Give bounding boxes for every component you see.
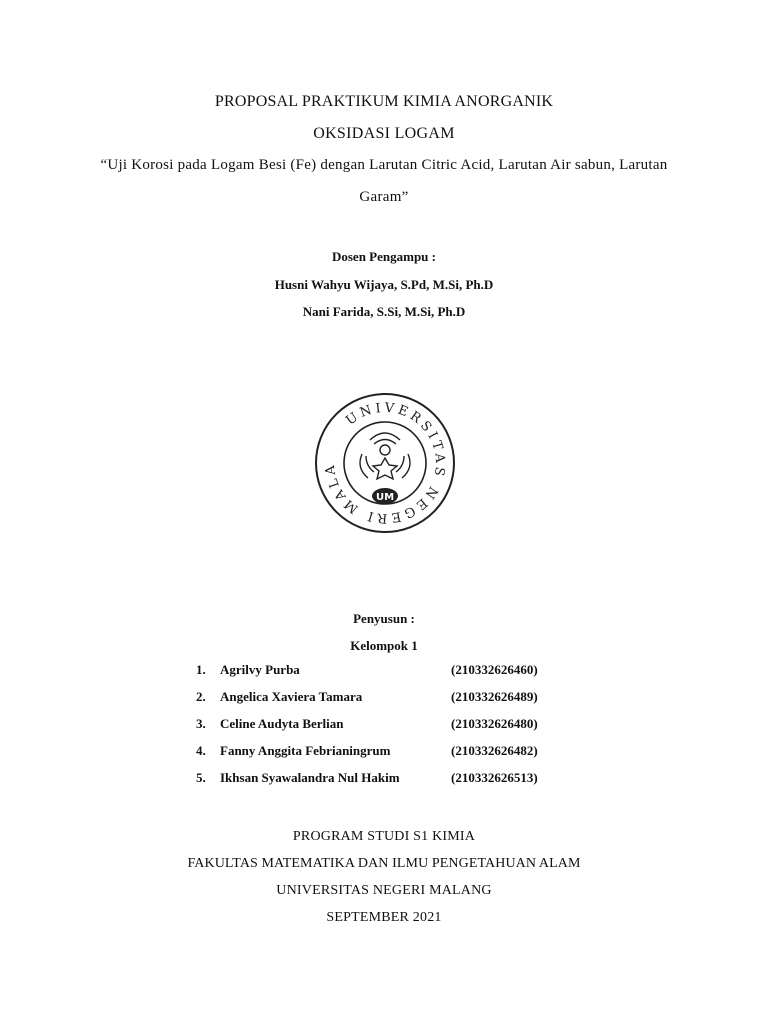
member-name: Fanny Anggita Febrianingrum — [220, 743, 391, 758]
member-id: (210332626482) — [451, 743, 538, 758]
list-item — [196, 689, 576, 709]
university-name: UNIVERSITAS NEGERI MALANG — [276, 883, 492, 898]
proposal-subtitle-line-1: “Uji Korosi pada Logam Besi (Fe) dengan Larutan Citric Acid, Larutan Air sabun, Larutan — [100, 157, 668, 173]
seal-monogram: UM — [375, 492, 395, 503]
member-number: 5. — [196, 770, 206, 785]
list-item — [196, 770, 576, 790]
list-item — [196, 716, 576, 736]
member-id: (210332626480) — [451, 716, 538, 731]
member-number: 2. — [196, 689, 206, 704]
member-number: 1. — [196, 662, 206, 677]
member-id: (210332626513) — [451, 770, 538, 785]
group-name: Kelompok 1 — [350, 638, 418, 653]
lecturer-name-1: Husni Wahyu Wijaya, S.Pd, M.Si, Ph.D — [274, 277, 494, 292]
proposal-title: PROPOSAL PRAKTIKUM KIMIA ANORGANIK — [214, 93, 554, 110]
study-program: PROGRAM STUDI S1 KIMIA — [292, 829, 476, 844]
member-number: 4. — [196, 743, 206, 758]
member-id: (210332626460) — [451, 662, 538, 677]
lecturer-name-2: Nani Farida, S.Si, M.Si, Ph.D — [302, 304, 466, 319]
seal-ring-text: UNIVERSITAS NEGERI MALA — [322, 400, 448, 526]
list-item — [196, 662, 576, 682]
svg-text:UNIVERSITAS NEGERI MALANG — [314, 392, 447, 525]
member-name: Agrilvy Purba — [220, 662, 300, 677]
member-name: Celine Audyta Berlian — [220, 716, 344, 731]
proposal-subtitle-line-2: Garam” — [359, 189, 409, 205]
lecturers-heading: Dosen Pengampu : — [331, 249, 436, 264]
authors-heading: Penyusun : — [353, 611, 415, 626]
proposal-topic: OKSIDASI LOGAM — [313, 125, 455, 142]
faculty-name: FAKULTAS MATEMATIKA DAN ILMU PENGETAHUAN ALAM — [187, 856, 581, 871]
member-id: (210332626489) — [451, 689, 538, 704]
member-name: Ikhsan Syawalandra Nul Hakim — [220, 770, 400, 785]
list-item — [196, 743, 576, 763]
document-date: SEPTEMBER 2021 — [326, 910, 442, 925]
member-name: Angelica Xaviera Tamara — [220, 689, 363, 704]
member-number: 3. — [196, 716, 206, 731]
university-seal-icon — [314, 392, 456, 534]
